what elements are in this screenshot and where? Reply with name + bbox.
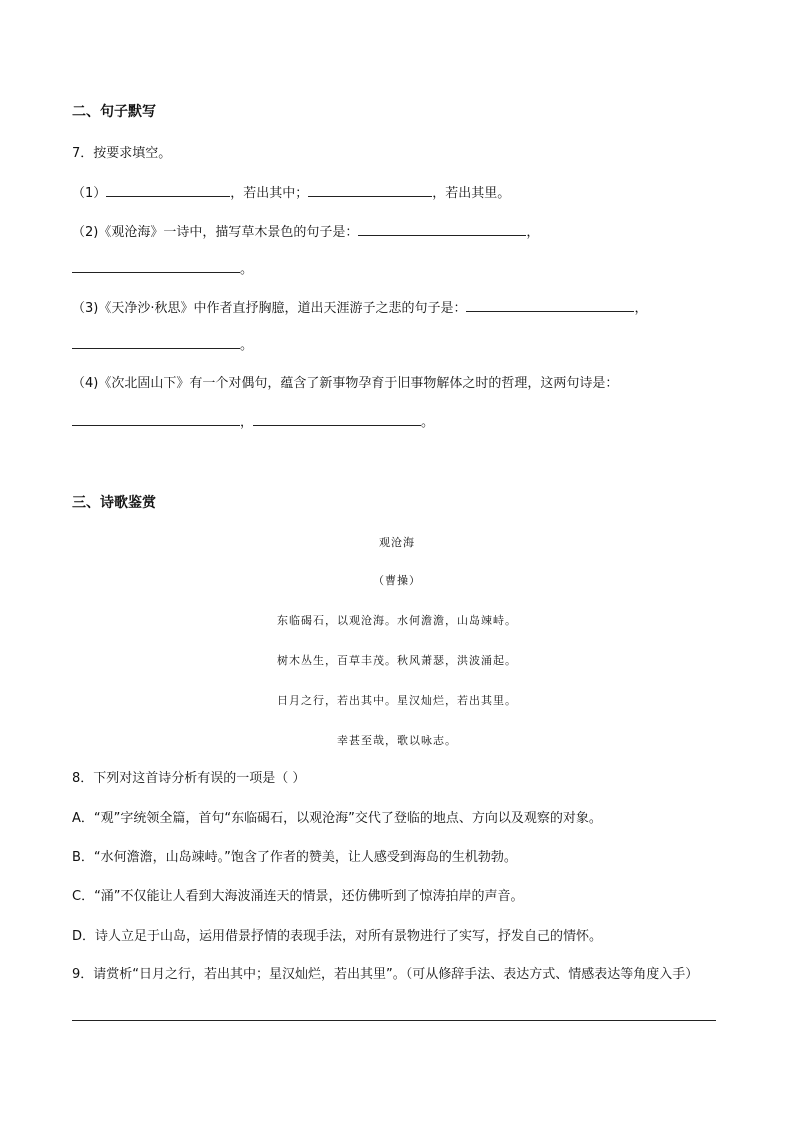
- section-heading-3: 三、诗歌鉴赏: [72, 495, 156, 511]
- answer-blank[interactable]: [72, 260, 240, 273]
- question-8-stem: 8．下列对这首诗分析有误的一项是（ ）: [72, 771, 306, 786]
- part-1-end: ，若出其里。: [432, 186, 511, 201]
- part-2-text: （2)《观沧海》一诗中，描写草木景色的句子是：: [72, 225, 359, 240]
- part-3-text: （3)《天净沙·秋思》中作者直抒胸臆，道出天涯游子之悲的句子是：: [72, 301, 467, 316]
- part-1-mid: ，若出其中；: [230, 186, 309, 201]
- answer-line[interactable]: [72, 1020, 716, 1021]
- part-3-end: 。: [240, 338, 254, 353]
- question-7-part-3: [72, 299, 648, 318]
- answer-blank[interactable]: [253, 413, 421, 426]
- question-7-part-2-cont: [72, 260, 253, 279]
- question-8-option-d[interactable]: D．诗人立足于山岛，运用借景抒情的表现手法，对所有景物进行了实写，抒发自己的情怀。: [72, 929, 603, 944]
- part-3-comma: ，: [634, 301, 648, 316]
- part-2-end: 。: [240, 262, 254, 277]
- answer-blank[interactable]: [466, 299, 634, 312]
- question-7-part-2: [72, 223, 539, 242]
- question-8-option-c[interactable]: C．“涌”不仅能让人看到大海波涌连天的情景，还仿佛听到了惊涛拍岸的声音。: [72, 889, 524, 904]
- part-4-comma: ，: [240, 415, 254, 430]
- answer-blank[interactable]: [106, 184, 230, 197]
- question-7-part-4: （4)《次北固山下》有一个对偶句，蕴含了新事物孕育于旧事物解体之时的哲理，这两句诗是：: [72, 376, 619, 391]
- question-7-part-4-cont: [72, 413, 434, 432]
- question-8-option-b[interactable]: B．“水何澹澹，山岛竦峙。”饱含了作者的赞美，让人感受到海岛的生机勃勃。: [72, 850, 517, 865]
- poem-title: 观沧海: [379, 536, 415, 549]
- question-7-part-3-cont: [72, 336, 253, 355]
- poem-line: 幸甚至哉，歌以咏志。: [337, 734, 457, 747]
- poem-line: 日月之行，若出其中。星汉灿烂，若出其里。: [277, 694, 517, 707]
- answer-blank[interactable]: [308, 184, 432, 197]
- answer-blank[interactable]: [358, 223, 526, 236]
- part-2-comma: ，: [526, 225, 540, 240]
- question-8-option-a[interactable]: A．“观”字统领全篇，首句“东临碣石，以观沧海”交代了登临的地点、方向以及观察的对象。: [72, 811, 602, 826]
- part-4-end: 。: [421, 415, 435, 430]
- answer-blank[interactable]: [72, 336, 240, 349]
- section-heading-2: 二、句子默写: [72, 104, 156, 120]
- poem-author: （曹操）: [373, 574, 421, 587]
- part-1-prefix: （1）: [72, 186, 107, 201]
- poem-line: 东临碣石，以观沧海。水何澹澹，山岛竦峙。: [277, 614, 517, 627]
- answer-blank[interactable]: [72, 413, 240, 426]
- poem-line: 树木丛生，百草丰茂。秋风萧瑟，洪波涌起。: [277, 654, 517, 667]
- question-9-stem: 9．请赏析“日月之行，若出其中；星汉灿烂，若出其里”。（可从修辞手法、表达方式、情感表达等角度入手）: [72, 967, 699, 982]
- question-7-stem: 7．按要求填空。: [72, 146, 172, 161]
- question-7-part-1: [72, 184, 510, 203]
